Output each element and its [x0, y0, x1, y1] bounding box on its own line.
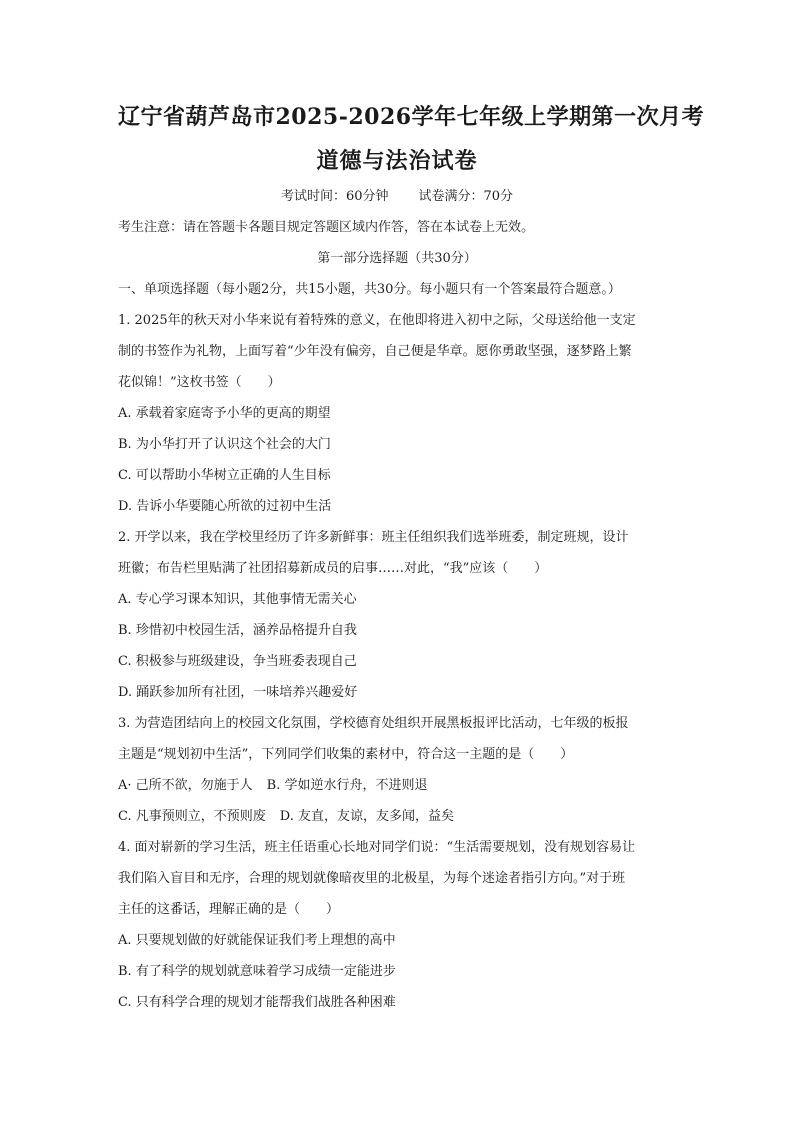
full-score: 试卷满分：70分	[418, 189, 514, 204]
question-3	[118, 708, 676, 832]
question-stem-line: 花似锦！”这枚书签（ ）	[118, 375, 281, 390]
question-stem-line: 主题是“规划初中生活”，下列同学们收集的素材中，符合这一主题的是（ ）	[118, 747, 574, 762]
option-b: B. 为小华打开了认识这个社会的大门	[118, 437, 331, 452]
exam-title: 辽宁省葫芦岛市2025-2026学年七年级上学期第一次月考	[118, 104, 705, 130]
option-d: D. 告诉小华要随心所欲的过初中生活	[118, 499, 332, 514]
option-d: D. 友直，友谅，友多闻，益矣	[279, 809, 454, 824]
exam-notice: 考生注意：请在答题卡各题目规定答题区域内作答，答在本试卷上无效。	[118, 220, 535, 235]
question-stem-line: 3. 为营造团结向上的校园文化氛围，学校德育处组织开展黑板报评比活动，七年级的板报	[118, 716, 629, 731]
question-stem-line: 2. 开学以来，我在学校里经历了许多新鲜事：班主任组织我们选举班委，制定班规，设计	[118, 530, 629, 545]
part-title: 第一部分选择题（共30分）	[317, 251, 477, 266]
question-stem-line: 制的书签作为礼物，上面写着“少年没有偏旁，自己便是华章。愿你勇敢坚强，逐梦路上繁	[118, 344, 632, 359]
option-a: A. 专心学习课本知识，其他事情无需关心	[118, 592, 357, 607]
option-d: D. 踊跃参加所有社团，一味培养兴趣爱好	[118, 685, 358, 700]
option-b: B. 有了科学的规划就意味着学习成绩一定能进步	[118, 964, 396, 979]
option-a: A. 承载着家庭寄予小华的更高的期望	[118, 406, 331, 421]
option-a: A. 只要规划做的好就能保证我们考上理想的高中	[118, 933, 396, 948]
exam-subtitle: 道德与法治试卷	[316, 148, 478, 174]
question-2	[118, 522, 676, 708]
question-1	[118, 305, 676, 522]
option-a: A· 己所不欲，勿施于人	[118, 778, 253, 793]
exam-meta	[118, 182, 676, 212]
question-stem-line: 4. 面对崭新的学习生活，班主任语重心长地对同学们说：“生活需要规划，没有规划容易让	[118, 840, 636, 855]
option-c: C. 可以帮助小华树立正确的人生目标	[118, 468, 331, 483]
option-c: C. 凡事预则立，不预则废	[118, 809, 266, 824]
option-c: C. 积极参与班级建设，争当班委表现自己	[118, 654, 357, 669]
option-c: C. 只有科学合理的规划才能帮我们战胜各种困难	[118, 995, 396, 1010]
section-title: 一、单项选择题（每小题2分，共15小题，共30分。每小题只有一个答案最符合题意。）	[118, 282, 621, 297]
option-b: B. 珍惜初中校园生活，涵养品格提升自我	[118, 623, 357, 638]
question-4	[118, 832, 676, 1018]
question-stem-line: 班徽；布告栏里贴满了社团招募新成员的启事……对此，“我”应该（ ）	[118, 561, 548, 576]
option-b: B. 学如逆水行舟，不进则退	[266, 778, 428, 793]
question-stem-line: 我们陷入盲目和无序，合理的规划就像暗夜里的北极星，为每个迷途者指引方向。”对于班	[118, 871, 626, 886]
option-row	[118, 801, 676, 832]
exam-time: 考试时间：60分钟	[280, 189, 389, 204]
question-stem-line: 主任的这番话，理解正确的是（ ）	[118, 902, 340, 917]
question-stem-line: 1. 2025年的秋天对小华来说有着特殊的意义，在他即将进入初中之际，父母送给他一支定	[118, 313, 636, 328]
option-row	[118, 770, 676, 801]
